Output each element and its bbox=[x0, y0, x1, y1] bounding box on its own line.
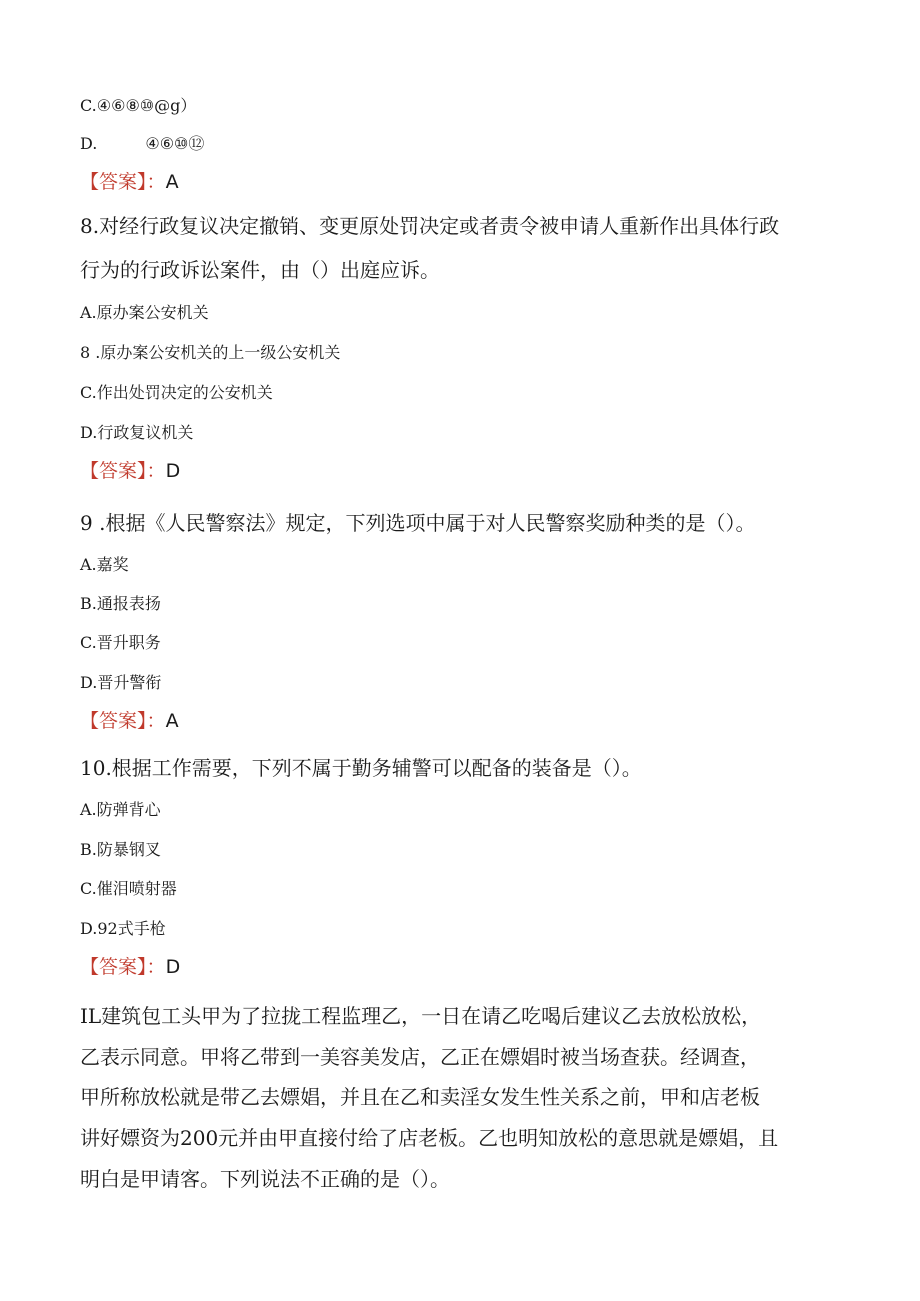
question-text: 行为的行政诉讼案件，由（）出庭应诉。 bbox=[80, 258, 440, 282]
option-c: C.催泪喷射器 bbox=[80, 879, 177, 898]
answer-value: A bbox=[165, 171, 179, 193]
bracket-close: 】 bbox=[137, 460, 147, 482]
answer-sep: ： bbox=[146, 956, 166, 978]
answer-line bbox=[80, 170, 179, 194]
option-c: C.④⑥⑧⑩@g） bbox=[80, 96, 197, 115]
option-b: B.防暴钢叉 bbox=[80, 840, 161, 859]
answer-line bbox=[80, 459, 180, 483]
bracket-close: 】 bbox=[137, 710, 147, 732]
option-d bbox=[80, 134, 204, 154]
answer-label: 答案 bbox=[99, 710, 138, 732]
option-d: D.晋升警衔 bbox=[80, 673, 162, 692]
answer-sep: ： bbox=[146, 171, 166, 193]
answer-sep: ： bbox=[146, 710, 166, 732]
question-text: 甲所称放松就是带乙去嫖娼，并且在乙和卖淫女发生性关系之前，甲和店老板 bbox=[80, 1085, 760, 1109]
bracket-open: 【 bbox=[80, 710, 100, 732]
question-text: IL建筑包工头甲为了拉拢工程监理乙，一日在请乙吃喝后建议乙去放松放松， bbox=[80, 1004, 762, 1028]
option-d: D.92式手枪 bbox=[80, 919, 166, 938]
answer-line bbox=[80, 709, 179, 733]
option-c: C.晋升职务 bbox=[80, 633, 161, 652]
option-a: A.嘉奖 bbox=[80, 555, 129, 574]
bracket-close: 】 bbox=[137, 956, 147, 978]
option-a: A.防弹背心 bbox=[80, 800, 161, 819]
option-b: B.通报表扬 bbox=[80, 594, 161, 613]
option-a: A.原办案公安机关 bbox=[80, 303, 209, 322]
answer-value: A bbox=[165, 710, 179, 732]
question-text: 9 .根据《人民警察法》规定，下列选项中属于对人民警察奖励种类的是（）。 bbox=[80, 511, 756, 535]
answer-line bbox=[80, 955, 180, 979]
option-c: C.作出处罚决定的公安机关 bbox=[80, 383, 273, 402]
answer-label: 答案 bbox=[99, 460, 138, 482]
bracket-close: 】 bbox=[137, 171, 147, 193]
option-d: D.行政复议机关 bbox=[80, 423, 194, 442]
question-text: 10.根据工作需要，下列不属于勤务辅警可以配备的装备是（）。 bbox=[80, 756, 642, 780]
bracket-open: 【 bbox=[80, 956, 100, 978]
answer-label: 答案 bbox=[99, 956, 138, 978]
question-text: 乙表示同意。甲将乙带到一美容美发店，乙正在嫖娼时被当场查获。经调查， bbox=[80, 1045, 760, 1069]
question-text: 讲好嫖资为200元并由甲直接付给了店老板。乙也明知放松的意思就是嫖娼，且 bbox=[80, 1126, 779, 1150]
answer-value: D bbox=[165, 460, 181, 482]
question-text: 8.对经行政复议决定撤销、变更原处罚决定或者责令被申请人重新作出具体行政 bbox=[80, 214, 780, 238]
bracket-open: 【 bbox=[80, 171, 100, 193]
answer-value: D bbox=[165, 956, 181, 978]
question-text: 明白是甲请客。下列说法不正确的是（）。 bbox=[80, 1167, 450, 1191]
bracket-open: 【 bbox=[80, 460, 100, 482]
answer-label: 答案 bbox=[99, 171, 138, 193]
option-b: 8 .原办案公安机关的上一级公安机关 bbox=[80, 343, 341, 362]
answer-sep: ： bbox=[146, 460, 166, 482]
option-letter: D. bbox=[80, 134, 98, 153]
option-text: ④⑥⑩⑫ bbox=[145, 134, 205, 153]
